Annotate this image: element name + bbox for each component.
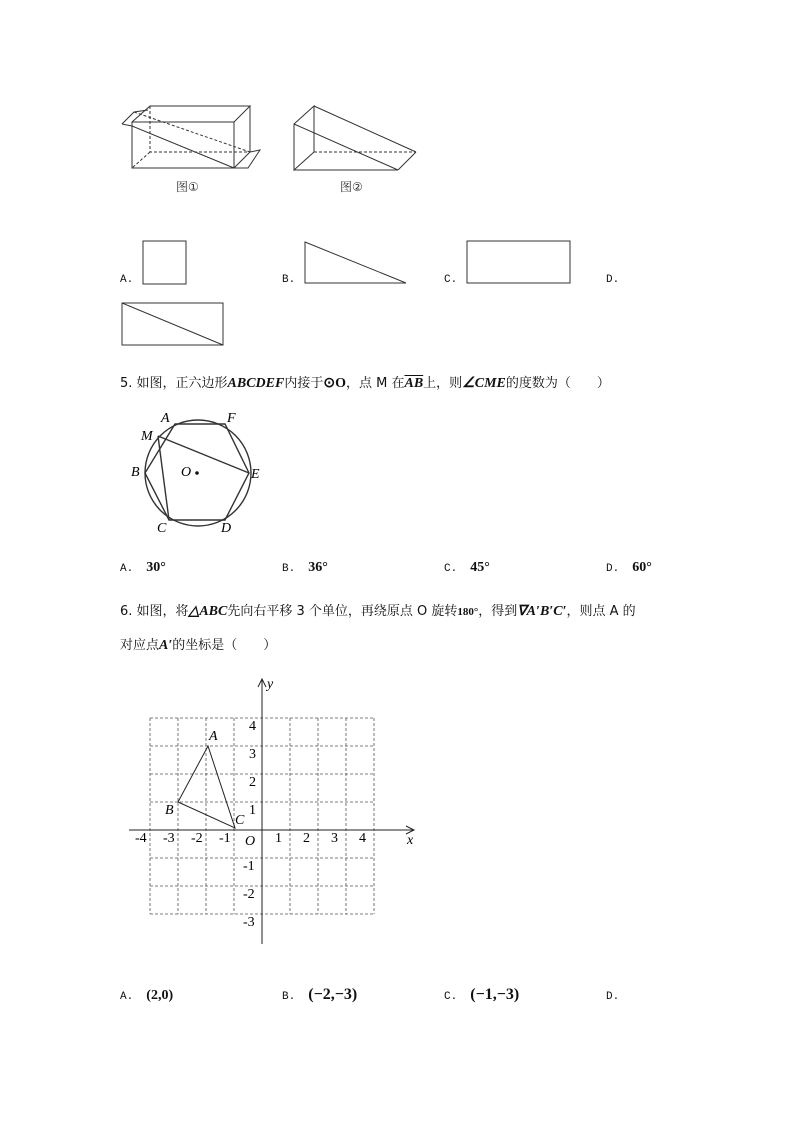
- q4-option-a-letter: A.: [120, 274, 134, 286]
- q6-option-a-value: (2,0): [146, 988, 174, 1003]
- q5-option-a[interactable]: [120, 556, 166, 576]
- x-tick-2: 2: [303, 831, 310, 846]
- q5-option-a-letter: A.: [120, 563, 134, 575]
- q5-option-d[interactable]: [606, 556, 652, 576]
- q6-option-c-value: (−1,−3): [470, 986, 520, 1003]
- q6-option-c[interactable]: [444, 984, 519, 1004]
- q5-circle: ⊙O: [323, 376, 346, 391]
- q5-option-d-value: 60°: [632, 560, 652, 575]
- figure-2-prism: [290, 100, 420, 175]
- y-tick-2: 2: [249, 775, 256, 790]
- q5-option-c[interactable]: [444, 556, 490, 576]
- q5-option-d-letter: D.: [606, 563, 620, 575]
- q5-prefix: 5. 如图，正六边形: [120, 376, 228, 391]
- q5-mid3: 上，则: [423, 376, 463, 391]
- q6-point: A′: [159, 638, 173, 653]
- q6-option-b[interactable]: [282, 984, 357, 1004]
- q6-line1-mid2: ，得到: [478, 604, 518, 619]
- y-tick-3: 3: [249, 747, 256, 762]
- q4-option-d-letter: D.: [606, 274, 620, 286]
- q6-option-d-letter: D.: [606, 991, 620, 1003]
- x-tick-neg2: -2: [191, 831, 203, 846]
- x-tick-neg4: -4: [135, 831, 147, 846]
- q5-hexagon: ABCDEF: [227, 376, 285, 391]
- q6-line1-suffix: ，则点 A 的: [566, 604, 636, 619]
- x-tick-1: 1: [275, 831, 282, 846]
- q5-label-d: D: [221, 521, 232, 536]
- q6-question-line2: [120, 634, 276, 654]
- q6-image-triangle: ∇A′B′C′: [517, 604, 567, 619]
- q6-angle: 180°: [457, 606, 479, 618]
- q6-option-b-value: (−2,−3): [308, 986, 358, 1003]
- q6-question-line1: [120, 600, 636, 620]
- q6-option-c-letter: C.: [444, 991, 458, 1003]
- point-b-label: B: [165, 803, 174, 818]
- q6-line1-prefix: 6. 如图，将: [120, 604, 189, 619]
- q4-option-a-square: [142, 240, 188, 286]
- x-axis-label: x: [407, 833, 414, 848]
- q5-mid1: 内接于: [284, 376, 324, 391]
- q6-option-d[interactable]: [606, 984, 619, 1003]
- q5-label-o: O: [181, 465, 192, 480]
- q5-label-f: F: [227, 411, 236, 426]
- q5-label-c: C: [157, 521, 167, 536]
- q5-suffix: 的度数为（ ）: [505, 376, 610, 391]
- point-c-label: C: [235, 813, 245, 828]
- q4-option-b-letter: B.: [282, 274, 296, 286]
- q5-option-b-value: 36°: [308, 560, 328, 575]
- y-axis-label: y: [267, 677, 274, 692]
- y-tick-1: 1: [249, 803, 256, 818]
- q6-option-a-letter: A.: [120, 991, 134, 1003]
- x-tick-neg1: -1: [219, 831, 231, 846]
- q5-hexagon-figure: [125, 410, 270, 540]
- q5-label-b: B: [131, 465, 140, 480]
- q5-center-point: [195, 471, 199, 475]
- q5-arc: $\overline{AB}$: [404, 376, 424, 391]
- q6-line2-prefix: 对应点: [120, 638, 160, 653]
- point-a-label: A: [209, 729, 218, 744]
- origin-label: O: [245, 834, 256, 849]
- q5-label-m: M: [141, 429, 153, 444]
- q5-mid2: ，点 M 在: [346, 376, 405, 391]
- q6-option-b-letter: B.: [282, 991, 296, 1003]
- q6-line1-mid: 先向右平移 3 个单位，再绕原点 O 旋转: [227, 604, 458, 619]
- q5-question: [120, 372, 610, 392]
- y-tick-4: 4: [249, 719, 256, 734]
- y-tick-neg1: -1: [243, 859, 255, 874]
- q5-label-a: A: [161, 411, 170, 426]
- q5-option-b-letter: B.: [282, 563, 296, 575]
- x-tick-3: 3: [331, 831, 338, 846]
- q5-option-b[interactable]: [282, 556, 328, 576]
- y-tick-neg2: -2: [243, 887, 255, 902]
- q6-triangle: △ABC: [188, 604, 228, 619]
- q4-option-b-triangle: [303, 240, 409, 286]
- q6-line2-suffix: 的坐标是（ ）: [172, 638, 277, 653]
- q5-angle: ∠CME: [462, 376, 506, 391]
- figure-2-caption: 图②: [340, 180, 363, 194]
- triangle-abc: [178, 746, 235, 828]
- q4-option-d-rectangle-diagonal: [121, 302, 225, 348]
- q5-label-e: E: [251, 467, 260, 482]
- q6-option-a[interactable]: [120, 984, 173, 1004]
- q4-option-c-rectangle: [466, 240, 572, 286]
- q5-option-c-value: 45°: [470, 560, 490, 575]
- q6-coordinate-grid: [125, 672, 425, 954]
- x-tick-neg3: -3: [163, 831, 175, 846]
- y-tick-neg3: -3: [243, 915, 255, 930]
- q5-option-c-letter: C.: [444, 563, 458, 575]
- q4-option-c-letter: C.: [444, 274, 458, 286]
- figure-1-caption: 图①: [176, 180, 199, 194]
- x-tick-4: 4: [359, 831, 366, 846]
- figure-1-prism: [118, 98, 263, 178]
- q5-option-a-value: 30°: [146, 560, 166, 575]
